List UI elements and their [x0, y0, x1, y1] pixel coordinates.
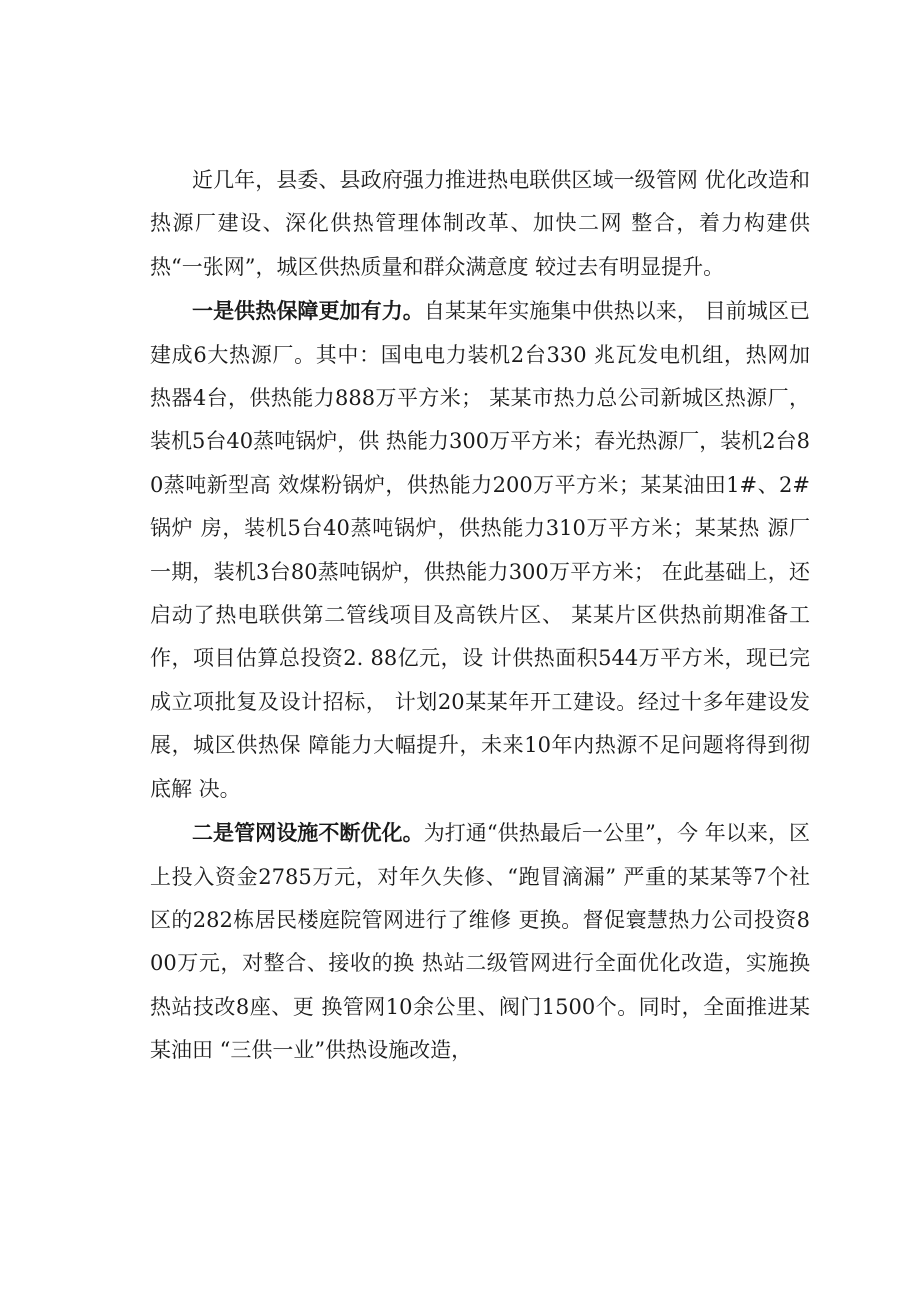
paragraph-intro	[150, 158, 810, 289]
paragraph-pipe-network-lead: 二是管网设施不断优化。	[192, 820, 424, 846]
paragraph-pipe-network	[150, 811, 810, 1072]
paragraph-heat-supply	[150, 289, 810, 811]
paragraph-heat-supply-text: 自某某年实施集中供热以来， 目前城区已建成6大热源厂。其中：国电电力装机2台330 兆瓦发电机组，热网加热器4台，供热能力888万平方米； 某某市热力总公司新城区热源厂，装机5台40蒸吨锅炉，供 热能力300万平方米；春光热源厂，装机2台80蒸吨新型高 效煤粉锅炉，供热能力200万平方米；某某油田1#、2#锅炉 房，装机5台40蒸吨锅炉，供热能力310万平方米；某某热 源厂一期，装机3台80蒸吨锅炉，供热能力300万平方米； 在此基础上，还启动了热电联供第二管线项目及高铁片区、 某某片区供热前期准备工作，项目估算总投资2. 88亿元，设 计供热面积544万平方米，现已完成立项批复及设计招标， 计划20某某年开工建设。经过十多年建设发展，城区供热保 障能力大幅提升，未来10年内热源不足问题将得到彻底解 决。	[150, 299, 810, 801]
paragraph-pipe-network-text: 为打通“供热最后一公里”，今 年以来，区上投入资金2785万元，对年久失修、“跑冒滴漏” 严重的某某等7个社区的282栋居民楼庭院管网进行了维修 更换。督促寰慧热力公司投资800万元，对整合、接收的换 热站二级管网进行全面优化改造，实施换热站技改8座、更 换管网10余公里、阀门1500个。同时，全面推进某某油田 “三供一业”供热设施改造，	[150, 821, 811, 1063]
document-body	[150, 158, 810, 1073]
paragraph-intro-text: 近几年，县委、县政府强力推进热电联供区域一级管网 优化改造和热源厂建设、深化供热管理体制改革、加快二网 整合，着力构建供热“一张网”，城区供热质量和群众满意度 较过去有明显提升。	[150, 168, 810, 279]
paragraph-heat-supply-lead: 一是供热保障更加有力。	[192, 298, 424, 324]
